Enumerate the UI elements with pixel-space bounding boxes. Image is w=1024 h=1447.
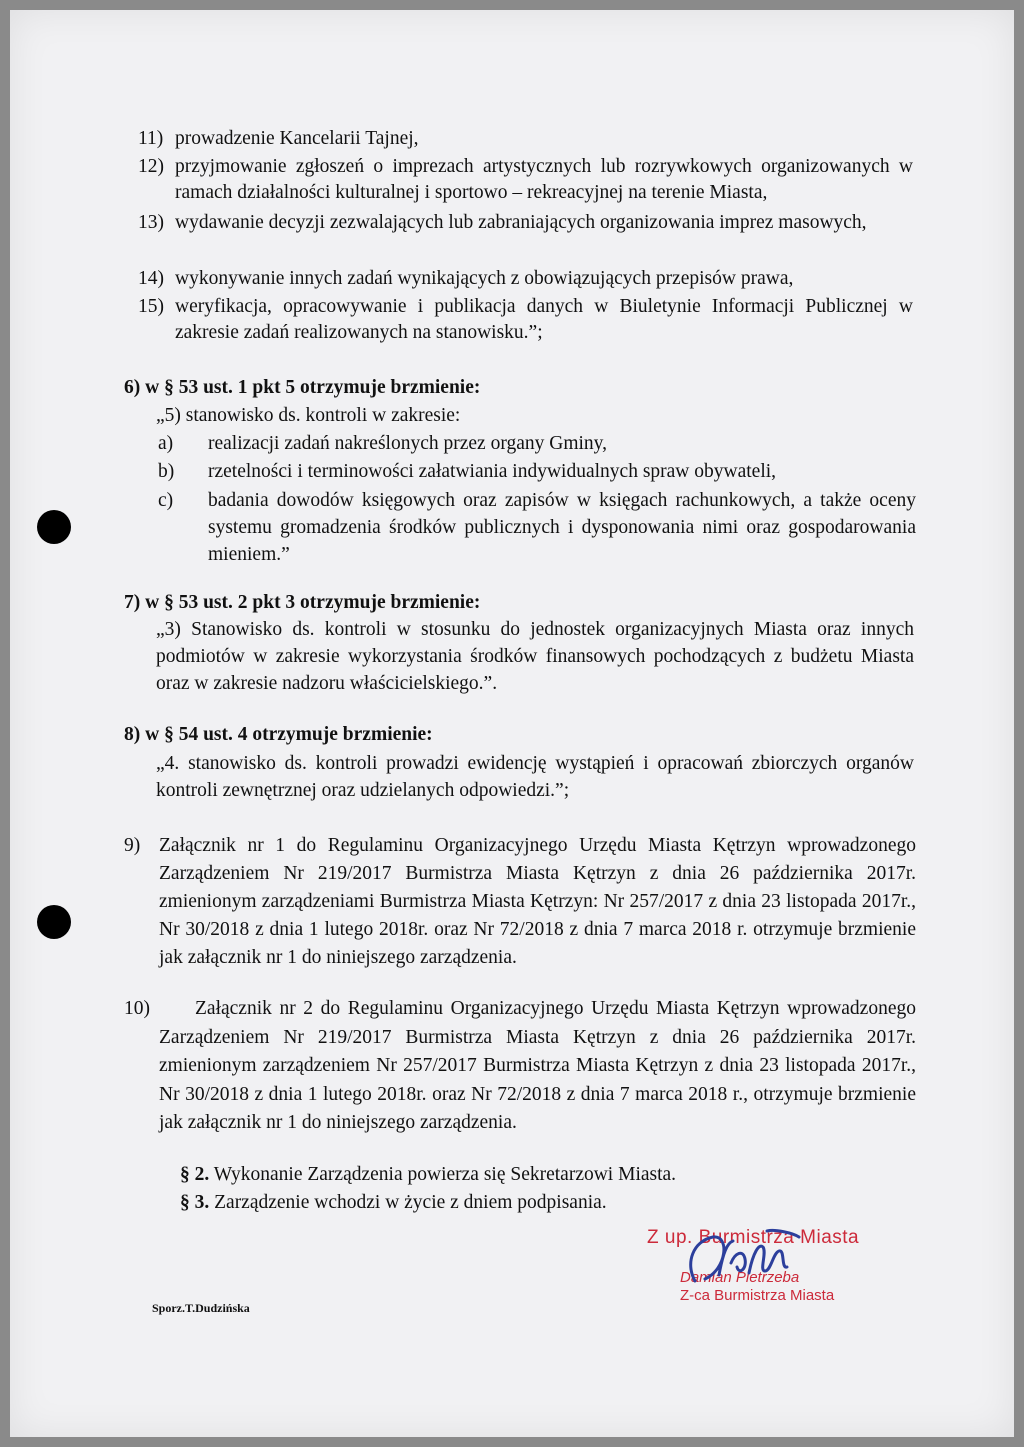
point-heading: 8) w § 54 ust. 4 otrzymuje brzmienie: bbox=[124, 724, 433, 745]
document-page bbox=[10, 10, 1014, 1437]
item-text: prowadzenie Kancelarii Tajnej, bbox=[175, 128, 419, 149]
document-content bbox=[10, 10, 1014, 1437]
item-text: realizacji zadań nakreślonych przez organy Gminy, bbox=[208, 433, 608, 454]
item-number: c) bbox=[158, 490, 174, 511]
list-item bbox=[138, 210, 913, 266]
point-7 bbox=[124, 590, 914, 616]
point-intro: „5) stanowisko ds. kontroli w zakresie: bbox=[156, 405, 461, 426]
signature-stamp bbox=[635, 1213, 895, 1323]
list-item bbox=[138, 154, 913, 210]
point-text: „4. stanowisko ds. kontroli prowadzi ewidencję wystąpień i opracowań zbiorczych organów kontroli zewnętrznej oraz udzielanych odpowiedzi.”; bbox=[156, 753, 914, 801]
point-8 bbox=[124, 722, 914, 748]
point-6-body bbox=[156, 403, 914, 568]
item-text: wykonywanie innych zadań wynikających z obowiązujących przepisów prawa, bbox=[175, 268, 794, 289]
handwritten-signature bbox=[675, 1223, 815, 1293]
item-number: a) bbox=[158, 433, 174, 454]
section-label: § 2. bbox=[180, 1164, 210, 1185]
list-item bbox=[138, 126, 913, 154]
author-initials: Sporz.T.Dudzińska bbox=[152, 1301, 250, 1315]
stamp-line-2: Damian Pietrzeba bbox=[680, 1269, 800, 1286]
item-number: 14) bbox=[138, 268, 164, 289]
point-heading: 6) w § 53 ust. 1 pkt 5 otrzymuje brzmienie: bbox=[124, 377, 481, 398]
point-text: Załącznik nr 2 do Regulaminu Organizacyjnego Urzędu Miasta Kętrzyn wprowadzonego Zarządzeniem Nr 219/2017 Burmistrza Miasta Kętrzyn z dnia 26 października 2017r. zmienionym zarządzeniem Nr 257/2017 Burmistrza Miasta Kętrzyn z dnia 23 listopada 2017r., Nr 30/2018 z dnia 1 lutego 2018r. oraz Nr 72/2018 z dnia 7 marca 2018 r., otrzymuje brzmienie jak załącznik nr 1 do niniejszego zarządzenia. bbox=[159, 998, 916, 1133]
item-number: 15) bbox=[138, 296, 164, 317]
stamp-line-3: Z-ca Burmistrza Miasta bbox=[680, 1287, 835, 1304]
list-item bbox=[138, 266, 913, 294]
point-text: Załącznik nr 1 do Regulaminu Organizacyjnego Urzędu Miasta Kętrzyn wprowadzonego Zarządzeniem Nr 219/2017 Burmistrza Miasta Kętrzyn z dnia 26 października 2017r. zmienionym zarządzeniami Burmistrza Miasta Kętrzyn: Nr 257/2017 z dnia 23 listopada 2017r., Nr 30/2018 z dnia 1 lutego 2018r. oraz Nr 72/2018 z dnia 7 marca 2018 r. otrzymuje brzmienie jak załącznik nr 1 do niniejszego zarządzenia. bbox=[159, 835, 916, 968]
item-text: weryfikacja, opracowywanie i publikacja danych w Biuletynie Informacji Publicznej w zakresie zadań realizowanych na stanowisku.”; bbox=[175, 296, 913, 343]
point-heading: 7) w § 53 ust. 2 pkt 3 otrzymuje brzmienie: bbox=[124, 592, 481, 613]
list-item bbox=[158, 487, 916, 568]
item-text: wydawanie decyzji zezwalających lub zabraniających organizowania imprez masowych, bbox=[175, 212, 867, 233]
section-label: § 3. bbox=[180, 1192, 210, 1213]
item-number: 12) bbox=[138, 156, 164, 177]
item-number: 13) bbox=[138, 212, 164, 233]
item-text: przyjmowanie zgłoszeń o imprezach artystycznych lub rozrywkowych organizowanych w ramach działalności kulturalnej i sportowo – rekreacyjnej na terenie Miasta, bbox=[175, 156, 913, 203]
stamp-line-1: Z up. Burmistrza Miasta bbox=[647, 1227, 860, 1248]
point-9 bbox=[124, 832, 916, 972]
item-text: badania dowodów księgowych oraz zapisów w księgach rachunkowych, a także oceny systemu gromadzenia środków publicznych i dysponowania nimi oraz gospodarowania mieniem.” bbox=[208, 490, 916, 565]
list-item bbox=[138, 294, 913, 350]
point-6 bbox=[124, 375, 914, 401]
point-10 bbox=[124, 995, 916, 1138]
point-number: 9) bbox=[124, 835, 141, 856]
section-text: Wykonanie Zarządzenia powierza się Sekretarzowi Miasta. bbox=[209, 1164, 677, 1185]
point-7-body bbox=[156, 616, 914, 697]
list-items-11-15 bbox=[138, 126, 913, 350]
point-8-body bbox=[156, 750, 914, 804]
section-text: Zarządzenie wchodzi w życie z dniem podpisania. bbox=[209, 1192, 607, 1213]
item-number: 11) bbox=[138, 128, 164, 149]
section-2 bbox=[180, 1162, 880, 1188]
point-number: 10) bbox=[124, 998, 150, 1019]
list-item bbox=[158, 459, 916, 485]
point-text: „3) Stanowisko ds. kontroli w stosunku do jednostek organizacyjnych Miasta oraz innych podmiotów w zakresie wykorzystania środków finansowych pochodzących z budżetu Miasta oraz w zakresie nadzoru właścicielskiego.”. bbox=[156, 619, 914, 694]
item-number: b) bbox=[158, 461, 175, 482]
list-item bbox=[158, 431, 916, 457]
item-text: rzetelności i terminowości załatwiania indywidualnych spraw obywateli, bbox=[208, 461, 777, 482]
